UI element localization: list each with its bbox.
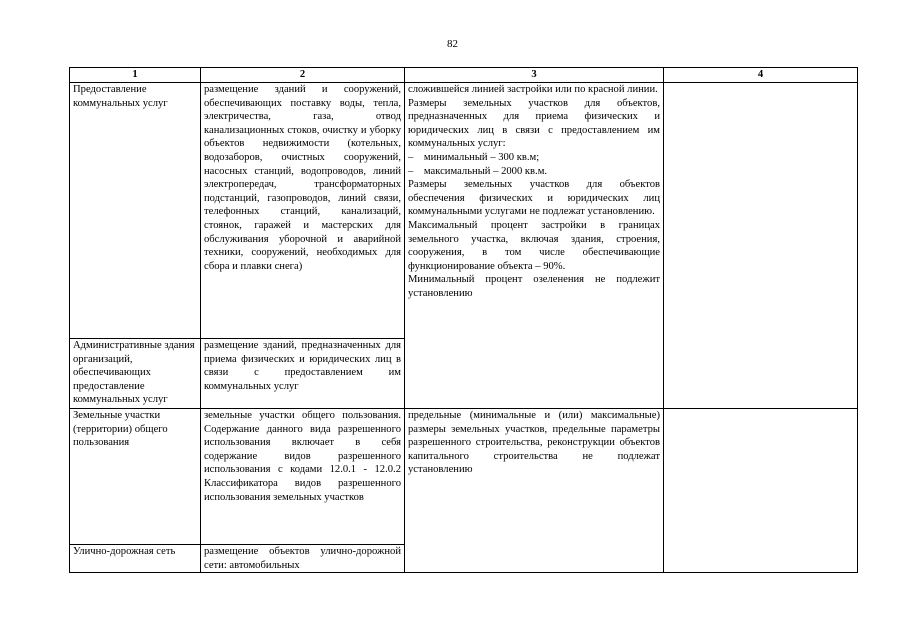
page-number: 82 [447,38,458,50]
notes-cell [664,83,858,409]
use-description-cell: размещение объектов улично-дорожной сети: автомобильных [201,545,405,573]
table-row [70,83,858,339]
parameters-cell: предельные (минимальные и (или) максимальные) размеры земельных участков, предельные параметры разрешенного строительства, реконструкции объектов капитального строительства не подлежат установлению [405,409,664,573]
header-col-1: 1 [70,68,201,83]
use-name-cell: Улично-дорожная сеть [70,545,201,573]
parameters-paragraph: Максимальный процент застройки в границах земельного участка, включая здания, строения, сооружения, в том числе обеспечивающие функционирование объекта – 90%. [408,219,660,272]
parameters-paragraph: Минимальный процент озеленения не подлежит установлению [408,274,660,299]
notes-cell [664,409,858,573]
parameters-list-item: – минимальный – 300 кв.м; [408,151,540,163]
header-col-3: 3 [405,68,664,83]
parameters-cell [405,83,664,409]
header-col-4: 4 [664,68,858,83]
parameters-paragraph: сложившейся линией застройки или по красной линии. [408,84,658,95]
header-col-2: 2 [201,68,405,83]
use-name-cell: Предоставление коммунальных услуг [70,83,201,339]
use-description-cell: размещение зданий и сооружений, обеспечивающих поставку воды, тепла, электричества, газа, отвод канализационных стоков, очистку и уборку объектов недвижимости (котельных, водозаборов, очистных сооружений, насосных станций, водопроводов, линий электропередач, трансформаторных подстанций, газопроводов, линий связи, телефонных станций, канализаций, стоянок, гаражей и мастерских для обслуживания уборочной и аварийной техники, сооружений, необходимых для сбора и плавки снега) [201,83,405,339]
parameters-list-item: – максимальный – 2000 кв.м. [408,165,548,177]
use-name-cell: Земельные участки (территории) общего пользования [70,409,201,545]
zoning-table [69,67,858,573]
use-description-cell: земельные участки общего пользования. Содержание данного вида разрешенного использования включает в себя содержание видов разрешенного использования с кодами 12.0.1 - 12.0.2 Классификатора видов разрешенного использования земельных участков [201,409,405,545]
use-description-cell: размещение зданий, предназначенных для приема физических и юридических лиц в связи с предоставлением им коммунальных услуг [201,339,405,409]
table-row [70,409,858,545]
parameters-paragraph: Размеры земельных участков для объектов, предназначенных для приема физических и юридических лиц в связи с предоставлением им коммунальных услуг: [408,97,660,150]
use-name-cell: Административные здания организаций, обеспечивающих предоставление коммунальных услуг [70,339,201,409]
parameters-paragraph: Размеры земельных участков для объектов обеспечения физических и юридических лиц коммунальными услугами не подлежат установлению. [408,179,660,218]
header-row [70,68,858,83]
